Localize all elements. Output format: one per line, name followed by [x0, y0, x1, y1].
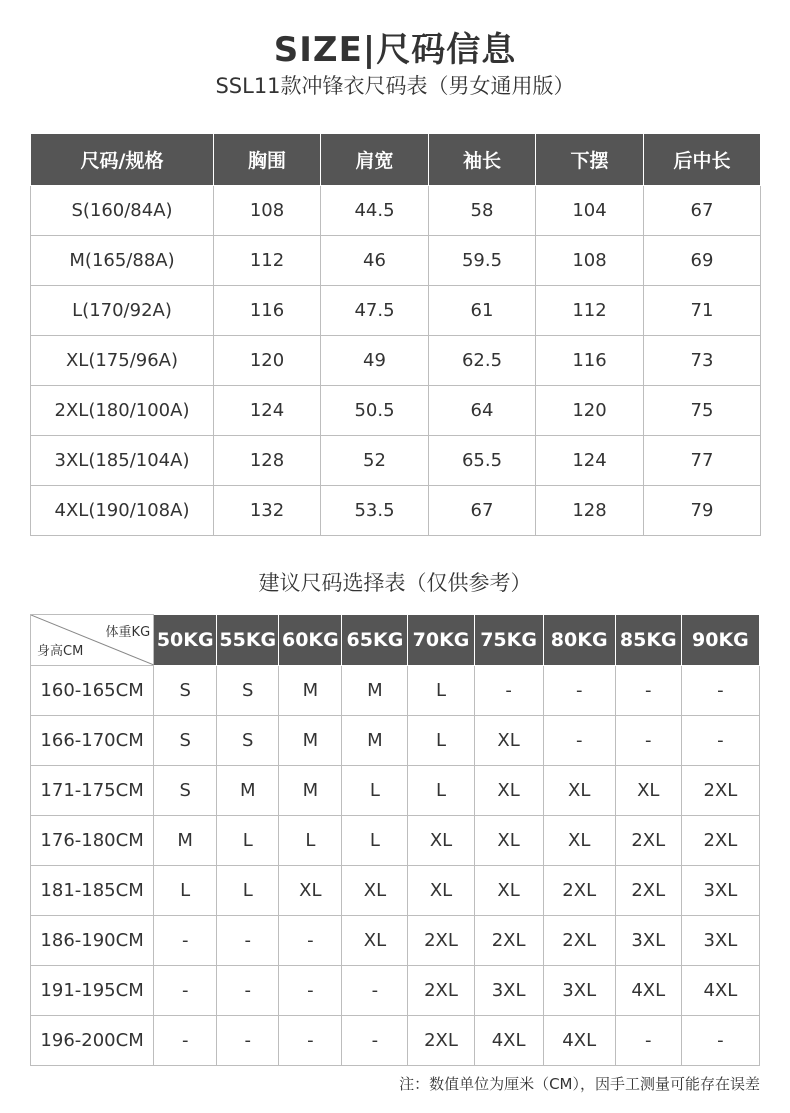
table-row	[31, 666, 760, 716]
recommend-cell: XL	[543, 816, 615, 866]
corner-cell	[31, 615, 154, 666]
size-cell: 69	[644, 236, 761, 286]
recommend-cell: XL	[474, 766, 543, 816]
size-cell: 108	[536, 236, 644, 286]
weight-header-cell: 75KG	[474, 615, 543, 666]
measurement-note: 注：数值单位为厘米（CM），因手工测量可能存在误差	[399, 1075, 760, 1093]
table-row	[31, 186, 761, 236]
weight-header-cell: 55KG	[217, 615, 279, 666]
size-cell: 59.5	[429, 236, 536, 286]
recommend-cell: -	[681, 1016, 759, 1066]
weight-header-cell: 65KG	[342, 615, 408, 666]
recommend-cell: 3XL	[615, 916, 681, 966]
size-cell: 44.5	[321, 186, 429, 236]
recommend-cell: -	[543, 666, 615, 716]
table-row	[31, 436, 761, 486]
weight-header-cell: 90KG	[681, 615, 759, 666]
size-cell: 73	[644, 336, 761, 386]
recommend-cell: -	[217, 966, 279, 1016]
recommend-cell: M	[342, 666, 408, 716]
recommend-cell: XL	[342, 916, 408, 966]
recommend-cell: 4XL	[474, 1016, 543, 1066]
size-cell: 47.5	[321, 286, 429, 336]
table-row	[31, 716, 760, 766]
recommend-cell: S	[154, 666, 217, 716]
recommend-cell: 3XL	[681, 916, 759, 966]
size-cell: 67	[429, 486, 536, 536]
table-row	[31, 1016, 760, 1066]
recommend-cell: L	[279, 816, 342, 866]
size-cell: 50.5	[321, 386, 429, 436]
recommend-cell: L	[408, 716, 474, 766]
size-cell: 52	[321, 436, 429, 486]
size-header-cell: 胸围	[214, 134, 321, 186]
size-header-cell: 下摆	[536, 134, 644, 186]
recommend-cell: XL	[279, 866, 342, 916]
size-cell: 124	[536, 436, 644, 486]
recommend-cell: 3XL	[681, 866, 759, 916]
size-cell: 128	[214, 436, 321, 486]
recommend-cell-label: 171-175CM	[31, 766, 154, 816]
recommend-cell: -	[615, 666, 681, 716]
size-cell: 112	[214, 236, 321, 286]
recommend-cell: -	[279, 966, 342, 1016]
recommend-cell: M	[217, 766, 279, 816]
height-axis-label: 身高CM	[37, 644, 84, 659]
recommend-cell: M	[279, 666, 342, 716]
recommend-cell-label: 176-180CM	[31, 816, 154, 866]
recommend-cell: 4XL	[681, 966, 759, 1016]
recommend-cell: 2XL	[681, 816, 759, 866]
size-table	[30, 133, 761, 536]
recommend-cell: M	[279, 766, 342, 816]
recommend-cell: M	[154, 816, 217, 866]
size-cell: 77	[644, 436, 761, 486]
recommend-cell: 2XL	[681, 766, 759, 816]
size-cell: 75	[644, 386, 761, 436]
recommend-cell-label: 181-185CM	[31, 866, 154, 916]
size-cell: 108	[214, 186, 321, 236]
recommend-cell: M	[342, 716, 408, 766]
recommend-cell: M	[279, 716, 342, 766]
recommend-cell: -	[615, 1016, 681, 1066]
recommend-cell: -	[681, 666, 759, 716]
recommend-cell: -	[543, 716, 615, 766]
table-row	[31, 236, 761, 286]
recommend-cell: 4XL	[543, 1016, 615, 1066]
page-title: SIZE|尺码信息	[273, 30, 517, 70]
size-cell-label: 3XL(185/104A)	[31, 436, 214, 486]
weight-header-cell: 70KG	[408, 615, 474, 666]
recommend-cell: S	[217, 716, 279, 766]
recommend-cell: 3XL	[543, 966, 615, 1016]
weight-header-cell: 60KG	[279, 615, 342, 666]
table-row	[31, 916, 760, 966]
size-cell: 49	[321, 336, 429, 386]
recommend-cell: 2XL	[615, 816, 681, 866]
table-row	[31, 486, 761, 536]
recommend-cell: -	[154, 916, 217, 966]
recommend-cell: 3XL	[474, 966, 543, 1016]
size-header-cell: 后中长	[644, 134, 761, 186]
size-cell-label: S(160/84A)	[31, 186, 214, 236]
size-cell: 116	[536, 336, 644, 386]
recommend-cell: L	[217, 816, 279, 866]
page-subtitle: SSL11款冲锋衣尺码表（男女通用版）	[215, 74, 575, 98]
recommend-cell-label: 191-195CM	[31, 966, 154, 1016]
size-cell-label: M(165/88A)	[31, 236, 214, 286]
recommend-cell: -	[615, 716, 681, 766]
recommend-cell: XL	[474, 866, 543, 916]
recommend-cell: 2XL	[408, 966, 474, 1016]
recommend-cell: L	[342, 816, 408, 866]
size-cell: 61	[429, 286, 536, 336]
recommend-cell: -	[279, 1016, 342, 1066]
size-header-cell: 袖长	[429, 134, 536, 186]
recommend-cell: 2XL	[408, 1016, 474, 1066]
size-cell: 62.5	[429, 336, 536, 386]
weight-axis-label: 体重KG	[105, 625, 151, 640]
recommend-cell: 2XL	[408, 916, 474, 966]
recommend-cell-label: 186-190CM	[31, 916, 154, 966]
recommend-cell: 2XL	[474, 916, 543, 966]
recommend-cell: XL	[615, 766, 681, 816]
recommend-cell: XL	[543, 766, 615, 816]
size-cell: 67	[644, 186, 761, 236]
recommend-cell: -	[217, 1016, 279, 1066]
size-header-cell: 肩宽	[321, 134, 429, 186]
size-cell: 128	[536, 486, 644, 536]
table-row	[31, 336, 761, 386]
size-cell-label: 2XL(180/100A)	[31, 386, 214, 436]
size-cell-label: XL(175/96A)	[31, 336, 214, 386]
table-row	[31, 766, 760, 816]
recommend-cell: XL	[474, 716, 543, 766]
recommend-cell: L	[408, 666, 474, 716]
recommend-cell: L	[217, 866, 279, 916]
table-row	[31, 966, 760, 1016]
size-cell: 79	[644, 486, 761, 536]
table-row	[31, 386, 761, 436]
recommend-cell: L	[342, 766, 408, 816]
table-row	[31, 866, 760, 916]
recommend-cell-label: 166-170CM	[31, 716, 154, 766]
recommend-header-row	[31, 615, 760, 666]
size-header-cell: 尺码/规格	[31, 134, 214, 186]
size-cell-label: L(170/92A)	[31, 286, 214, 336]
recommend-cell: 2XL	[543, 916, 615, 966]
recommend-cell: XL	[408, 866, 474, 916]
recommend-cell: -	[279, 916, 342, 966]
recommend-cell: -	[217, 916, 279, 966]
recommend-cell: -	[342, 966, 408, 1016]
recommend-cell-label: 160-165CM	[31, 666, 154, 716]
size-cell: 120	[536, 386, 644, 436]
recommend-cell: -	[154, 966, 217, 1016]
size-table-header-row	[31, 134, 761, 186]
recommend-cell: XL	[342, 866, 408, 916]
size-cell: 104	[536, 186, 644, 236]
size-cell: 46	[321, 236, 429, 286]
recommend-cell: -	[154, 1016, 217, 1066]
recommend-cell: 2XL	[543, 866, 615, 916]
size-cell: 58	[429, 186, 536, 236]
size-cell: 132	[214, 486, 321, 536]
recommend-cell: S	[154, 716, 217, 766]
recommend-title: 建议尺码选择表（仅供参考）	[258, 571, 532, 595]
table-row	[31, 816, 760, 866]
recommend-cell: -	[474, 666, 543, 716]
recommend-cell: S	[217, 666, 279, 716]
table-row	[31, 286, 761, 336]
size-cell-label: 4XL(190/108A)	[31, 486, 214, 536]
recommend-cell: 2XL	[615, 866, 681, 916]
size-cell: 71	[644, 286, 761, 336]
recommend-cell: L	[154, 866, 217, 916]
size-cell: 116	[214, 286, 321, 336]
size-cell: 124	[214, 386, 321, 436]
size-cell: 65.5	[429, 436, 536, 486]
weight-header-cell: 85KG	[615, 615, 681, 666]
size-cell: 64	[429, 386, 536, 436]
recommend-table	[30, 614, 760, 1066]
recommend-cell: XL	[408, 816, 474, 866]
size-cell: 112	[536, 286, 644, 336]
recommend-cell: -	[342, 1016, 408, 1066]
recommend-cell: L	[408, 766, 474, 816]
size-cell: 120	[214, 336, 321, 386]
recommend-cell-label: 196-200CM	[31, 1016, 154, 1066]
recommend-cell: 4XL	[615, 966, 681, 1016]
recommend-cell: XL	[474, 816, 543, 866]
recommend-cell: S	[154, 766, 217, 816]
weight-header-cell: 80KG	[543, 615, 615, 666]
size-cell: 53.5	[321, 486, 429, 536]
recommend-cell: -	[681, 716, 759, 766]
weight-header-cell: 50KG	[154, 615, 217, 666]
